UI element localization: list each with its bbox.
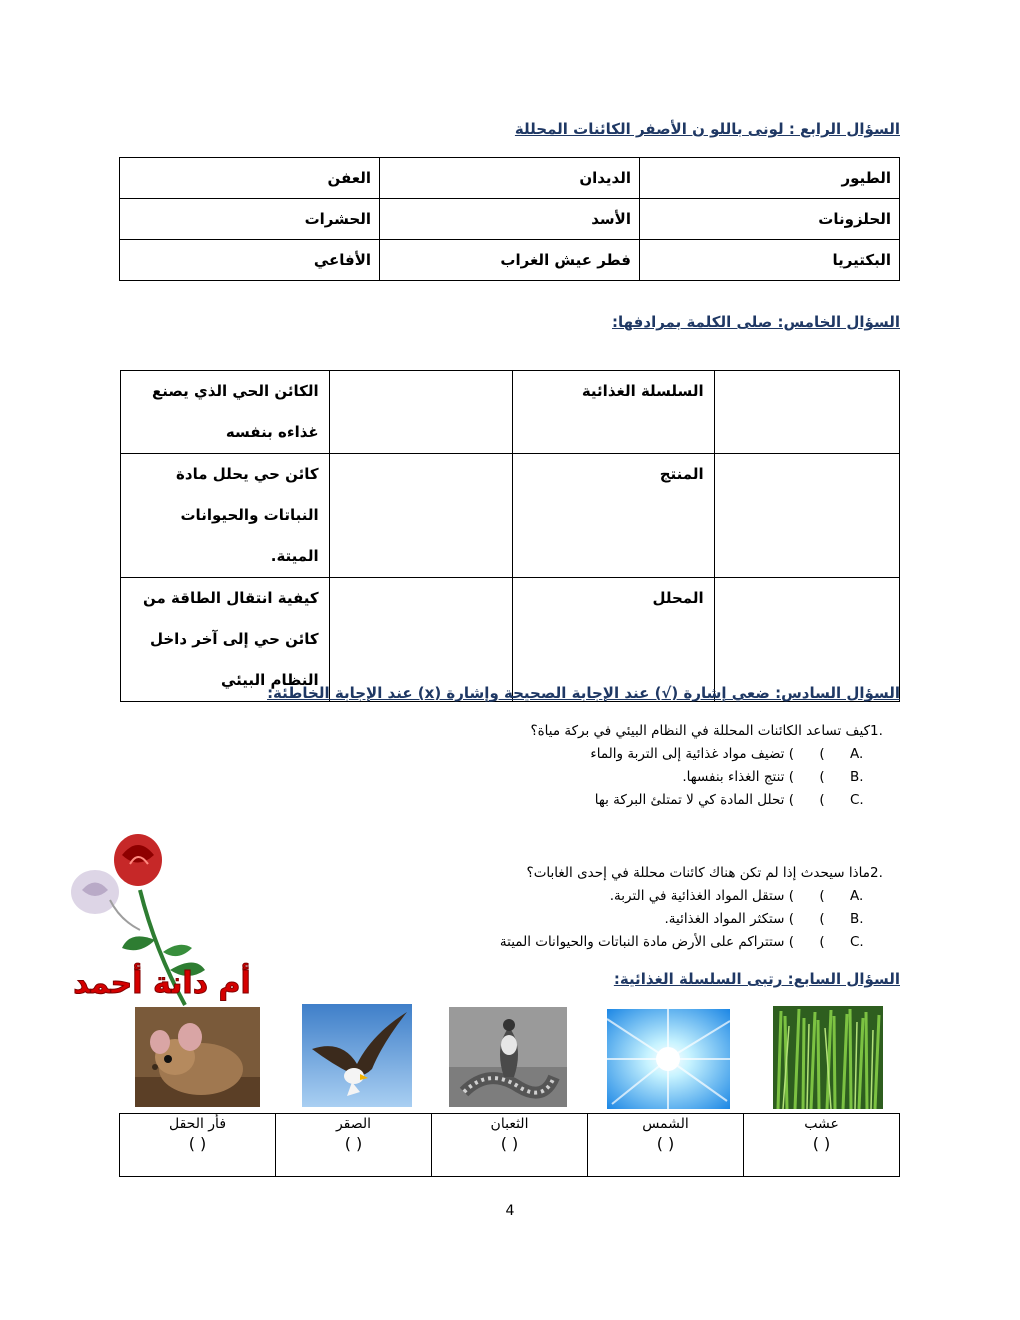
definition-line: كيفية انتقال الطاقة من [143, 589, 319, 607]
q4-cell[interactable]: الحلزونات [640, 199, 900, 240]
option-text: ) ستكثر المواد الغذائية. [664, 911, 794, 927]
chain-item-label: عشب [804, 1116, 839, 1132]
table-row [120, 1114, 900, 1177]
option-letter: B. [850, 911, 864, 927]
answer-blank[interactable]: ( [819, 792, 825, 808]
order-blank[interactable]: ( ) [812, 1134, 831, 1153]
blank-cell[interactable] [714, 371, 899, 454]
option-row[interactable] [530, 743, 900, 766]
q4-cell[interactable]: الأفاعي [120, 240, 380, 281]
option-row[interactable] [530, 766, 900, 789]
q5-definition [121, 454, 330, 578]
q4-cell[interactable]: فطر عيش الغراب [380, 240, 640, 281]
table-row [120, 199, 900, 240]
q5-definition [121, 371, 330, 454]
answer-blank[interactable]: ( [819, 934, 825, 950]
definition-line: الكائن الحي الذي يصنع [151, 382, 319, 400]
table-row [121, 578, 900, 702]
chain-item [432, 1114, 588, 1177]
option-letter: B. [850, 769, 864, 785]
q5-matching-table [120, 370, 900, 702]
blank-cell[interactable] [329, 371, 512, 454]
order-blank[interactable]: ( ) [656, 1134, 675, 1153]
chain-item-label: فأر الحقل [168, 1116, 227, 1132]
q5-heading: السؤال الخامس: صلى الكلمة بمرادفها: [612, 313, 900, 331]
chain-item-label: الثعبان [490, 1116, 529, 1132]
blank-cell[interactable] [329, 454, 512, 578]
option-letter: C. [850, 934, 864, 950]
blank-cell[interactable] [714, 578, 899, 702]
q5-term: المحلل [513, 578, 715, 702]
table-row [120, 158, 900, 199]
q4-table [119, 157, 900, 281]
chain-item [744, 1114, 900, 1177]
definition-line: النباتات والحيوانات الميتة. [180, 506, 319, 565]
definition-line: النظام البيئي [220, 671, 319, 689]
q7-heading: السؤال السابع: رتبى السلسلة الغذائية: [613, 970, 900, 988]
q5-term: السلسلة الغذائية [513, 371, 715, 454]
chain-item-label: الصقر [335, 1116, 372, 1132]
sun-photo-icon [607, 1009, 730, 1109]
q5-definition [121, 578, 330, 702]
table-row [121, 454, 900, 578]
option-text: ) تنتج الغذاء بنفسها. [682, 769, 794, 785]
option-letter: A. [850, 888, 864, 904]
answer-blank[interactable]: ( [819, 911, 825, 927]
table-row [120, 240, 900, 281]
eagle-photo-icon [302, 1004, 412, 1107]
option-letter: A. [850, 746, 864, 762]
order-blank[interactable]: ( ) [344, 1134, 363, 1153]
definition-line: كائن حي إلى آخر داخل [149, 630, 319, 648]
order-blank[interactable]: ( ) [500, 1134, 519, 1153]
q4-cell[interactable]: الحشرات [120, 199, 380, 240]
q4-cell[interactable]: البكتيريا [640, 240, 900, 281]
answer-blank[interactable]: ( [819, 746, 825, 762]
q4-cell[interactable]: الديدان [380, 158, 640, 199]
mouse-photo-icon [135, 1007, 260, 1107]
option-text: ) تحلل المادة كي لا تمتلئ البركة بها [594, 792, 794, 808]
answer-blank[interactable]: ( [819, 888, 825, 904]
q6-question-1 [530, 720, 900, 812]
blank-cell[interactable] [714, 454, 899, 578]
question-text: ماذا سيحدث إذا لم تكن هناك كائنات محللة في إحدى الغابات؟ [526, 865, 870, 881]
option-text: ) ستقل المواد الغذائية في التربة. [609, 888, 794, 904]
q6-question-2 [500, 862, 900, 954]
option-row[interactable] [500, 908, 900, 931]
q6-heading: السؤال السادس: ضعي إشارة (√) عند الإجابة الصحيحة وإشارة (x) عند الإجابة الخاطئة: [267, 684, 900, 702]
q4-cell[interactable]: الأسد [380, 199, 640, 240]
option-row[interactable] [530, 789, 900, 812]
grass-photo-icon [773, 1006, 883, 1109]
option-row[interactable] [500, 885, 900, 908]
table-row [121, 371, 900, 454]
q4-heading: السؤال الرابع : لونى باللو ن الأصفر الكائنات المحللة [514, 120, 900, 138]
q4-cell[interactable]: العفن [120, 158, 380, 199]
order-blank[interactable]: ( ) [188, 1134, 207, 1153]
option-text: ) تضيف مواد غذائية إلى التربة والماء [590, 746, 794, 762]
definition-line: كائن حي يحلل مادة [176, 465, 319, 483]
cobra-photo-icon [449, 1007, 567, 1107]
question-text: كيف تساعد الكائنات المحللة في النظام البيئي في بركة مياة؟ [530, 723, 870, 739]
q4-cell[interactable]: الطيور [640, 158, 900, 199]
chain-item-label: الشمس [642, 1116, 689, 1132]
chain-item [120, 1114, 276, 1177]
question-number: 1. [870, 723, 883, 739]
page-number: 4 [505, 1203, 515, 1219]
option-text: ) ستتراكم على الأرض مادة النباتات والحيوانات الميتة [499, 934, 794, 950]
question-number: 2. [870, 865, 883, 881]
option-letter: C. [850, 792, 864, 808]
chain-item [588, 1114, 744, 1177]
definition-line: غذاءه بنفسه [225, 423, 319, 441]
watermark-text: أم دانة أحمد [73, 966, 251, 1001]
chain-item [276, 1114, 432, 1177]
option-row[interactable] [500, 931, 900, 954]
answer-blank[interactable]: ( [819, 769, 825, 785]
blank-cell[interactable] [329, 578, 512, 702]
q5-term: المنتج [513, 454, 715, 578]
q7-order-table [119, 1113, 900, 1177]
